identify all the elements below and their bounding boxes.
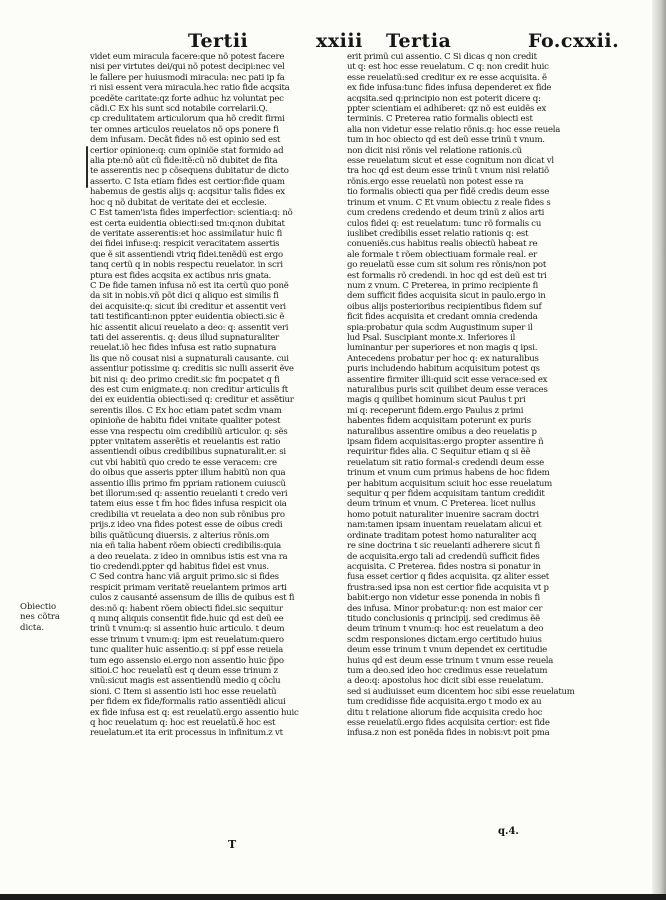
text-line: habemus de gestis alijs q: acqsitur talis fides ex [90, 187, 285, 198]
text-line: dei fidei infuse:q: respicit veracitatem assertis [90, 239, 280, 250]
text-line: certior opinione:q: cum opiniõe stat formido ad [90, 145, 284, 156]
text-line: titudo conclusionis q principij. sed credimus ẽẽ [347, 613, 540, 624]
text-line: homo potuit naturaliter inuenire sacram doctri [347, 509, 539, 520]
text-line: rõnis.ergo esse reuelatũ non potest esse ra [347, 176, 524, 187]
text-line: Antecedens probatur per hoc q: ex naturalibus [347, 353, 539, 364]
text-line: culos fidei q: est reuelatum: tunc rõ formalis cu [347, 218, 542, 229]
text-line: trinum et vnum. C Et vnum obiectu z reale fides s [347, 197, 551, 208]
text-line: assentiur potissime q: creditis sic nulli asserit ẽve [90, 364, 294, 375]
text-line: dei ex euidentia obiecti:sed q: creditur et assẽtiur [90, 395, 294, 406]
text-line: alia pte:nõ aũt cũ fide:itẽ:cũ nõ dubitet de fita [90, 156, 278, 167]
text-line: te asserentis nec p cõsequens dubitatur de dicto [90, 166, 289, 177]
text-line: hoc q nõ dubitat de veritate dei et ecclesie. [90, 197, 267, 208]
text-line: ditu t relatione aliorum fide acquisita credo hoc [347, 707, 543, 718]
text-line: ptura est fides acqsita ex actibus nris gnata. [90, 270, 272, 281]
text-line: oibus alijs posterioribus recipientibus fidem suf [347, 301, 542, 312]
text-line: cut vbi habitũ quo credo te esse veracem: cre [90, 457, 277, 468]
text-line: q nunq aliquis consentit fide.huic qd est deũ ee [90, 613, 284, 624]
text-line: babit:ergo non videtur esse ponenda in nobis fi [347, 593, 540, 604]
text-line: ppter scientiam ei adhiberet: qz nõ est euidẽs ex [347, 104, 547, 115]
scan-bottom-edge [0, 894, 666, 900]
text-line: lis que nõ cousat nisi a supnaturali causante. cui [90, 353, 289, 364]
text-line: re sine doctrina t sic reuelanti adherere sicut fi [347, 541, 541, 552]
text-line: est formalis rõ credendi. in hoc qd est deũ est tri [347, 270, 547, 281]
text-line: deum trinum t vnum:q: hoc est reuelatum a deo [347, 624, 544, 635]
text-line: per habitum acquisitum sciuit hoc esse reuelatum [347, 478, 553, 489]
text-line: esse reuelatũ.ergo fides acquisita certior: est fide [347, 718, 550, 728]
text-line: tio formalis obiecti qua per fidẽ credis deum esse [347, 187, 550, 198]
text-line: credibilia vt reuelata a deo non sub rõnibus pro [90, 509, 285, 520]
text-line: ex fide infusa:tunc fides infusa dependeret ex fide [347, 83, 552, 94]
text-line: mi q: receperunt fidem.ergo Paulus z primi [347, 405, 524, 416]
text-line: tati testificanti:non ppter euidentia obiecti.sic ẽ [90, 312, 285, 323]
text-line: tra hoc qd est deum esse trinũ t vnum nisi relatiõ [347, 166, 549, 177]
text-line: ipsam fidem acquisitas:ergo propter assentire ñ [347, 437, 544, 448]
footer-mark: T [228, 838, 237, 851]
text-line: num z vnum. C Preterea, in primo recipiente fi [347, 280, 538, 291]
text-line: C Est tamen'ista fides imperfectior: scientia:q: nõ [90, 208, 293, 219]
text-line: esse trinum t vnum:q: ipm est reuelatum:quero [90, 634, 284, 645]
text-line: reuelat.iõ hec fides infusa est ratio supnatura [90, 343, 277, 354]
text-line: respicit primam veritatẽ reuelantem primos arti [90, 582, 287, 593]
text-line: dem sufficit fides acquisita sicut in paulo.ergo in [347, 291, 546, 302]
text-line: iuslibet credibilis esset relatio rationis q: est [347, 228, 529, 239]
text-line: C De fide tamen infusa nõ est ita certũ quo ponẽ [90, 280, 289, 291]
text-line: magis q quilibet hominum sicut Paulus t pri [347, 395, 526, 406]
text-line: tum ego assensio ei.ergo non assentio huic p̃po [90, 655, 284, 666]
text-line: sitioi.C hoc reuelatũ est q deum esse trinum z [90, 665, 278, 676]
text-line: naturalibus assentire omibus a deo reuelatis p [347, 426, 537, 437]
text-line: do oibus que asseris ppter illum habitũ non qua [90, 468, 286, 479]
text-line: tati dei asserentis. q: deus illud supnaturaliter [90, 332, 279, 343]
text-line: ppter vnitatem asserẽtis et reuelantis est ratio [90, 437, 281, 448]
text-line: tum in hoc obiecto qd est deũ esse trinũ t vnum. [347, 135, 545, 146]
text-line: tum credidisse fide acquisita.ergo t modo ex au [347, 697, 542, 708]
text-line: q hoc reuelatum q: hoc est reuelatũ.ẽ hoc est [90, 718, 276, 728]
text-line: reuelatum.et ita erit processus in infinitum.z vt [90, 728, 283, 739]
text-line: cum credens credendo et deum trinũ z alios arti [347, 208, 545, 219]
header-center: Tertia [386, 30, 452, 52]
text-line: dei acquisite:q: sicut ibi creditur et assentit veri [90, 301, 286, 312]
text-line: huius qd est deum esse trinum t vnum esse reuela [347, 655, 554, 666]
text-line: ale formale t rõem obiectiuam formale real. er [347, 249, 537, 260]
text-line: alia non videtur esse relatio rõnis.q: hoc esse reuela [347, 124, 561, 135]
header-middle: xxiii [316, 30, 363, 52]
text-line: nam:tamen ipsam inuentam reuelatam alicui et [347, 520, 542, 531]
text-line: terminis. C Preterea ratio formalis obiecti est [347, 114, 533, 125]
text-line: non dicit nisi rõnis vel relatione rationis.cũ [347, 145, 522, 156]
text-line: infusa.z non est ponẽda fides in nobis:vt poit pma [347, 728, 550, 739]
text-line: tunc qualiter huic assentio.q: si ppf esse reuela [90, 645, 283, 656]
text-line: serentis illos. C Ex hoc etiam patet scdm vnam [90, 405, 282, 416]
text-line: a deo reuelata. z ideo in omnibus istis est vna ra [90, 551, 288, 562]
text-line: deum trinum et vnum. C Preterea. licet nullus [347, 499, 536, 510]
text-line: tum a deo.sed ideo hoc credimus esse reuelatum [347, 665, 548, 676]
text-line: sequitur q per fidem acquisitam tantum credidit [347, 489, 545, 500]
text-line: frustra:sed ipsa non est certior fide acquisita vt p [347, 582, 549, 593]
text-line: assentio illis primo fm ppriam rationem cuiuscũ [90, 478, 286, 489]
text-line: vnũ:sicut magis est assentiendũ medio q cõclu [90, 676, 281, 687]
text-line: acquisita. C Preterea. fides nostra si ponatur in [347, 561, 541, 572]
text-line: des est cum enigmate.q: non creditur articulis ft [90, 385, 288, 395]
text-line: ordinate traditam potest homo naturaliter acq [347, 530, 537, 541]
text-line: go reuelatũ esse cum sit solum res rõnis/non pot [347, 260, 547, 271]
text-line: conueniẽs.cus habitus realis obiectũ habeat re [347, 239, 538, 250]
text-line: erit primũ cui assentio. C Si dicas q non credit [347, 52, 537, 62]
marginal-line: nes cõtra [20, 612, 60, 623]
left-text-column [90, 52, 336, 739]
text-line: esse reuelatũ:sed creditur ex re esse acquisita. ẽ [347, 72, 547, 83]
text-line: de veritate asserentis:et hoc assimilatur huic fi [90, 228, 282, 239]
page-edge-shadow [652, 0, 666, 900]
text-line: bit nisi q: deo primo credit.sic fm pocpatet q fi [90, 374, 280, 385]
text-line: cãdi.C Ex his sunt scd notabile correlarii.Q. [90, 104, 268, 115]
header-left: Tertii [188, 30, 249, 52]
text-line: da sit in nobis.vñ põt dici q aliquo est similis fi [90, 291, 279, 302]
text-line: sed si audiuisset eum dicentem hoc sibi esse reuelatum [347, 686, 575, 697]
marginal-line: dicta. [20, 622, 45, 633]
text-line: des infusa. Minor probatur:q: non est maior cer [347, 603, 543, 614]
signature-mark: q.4. [498, 826, 519, 837]
text-line: opinioñe de habitu fidei vnitate qualiter potest [90, 416, 281, 427]
text-line: C Sed contra hanc viã arguit primo.sic si fides [90, 572, 279, 583]
text-line: cp credulitatem articulorum qua hõ credit firmi [90, 114, 285, 125]
text-line: asserto. C Ista etiam fides est certior:fide quam [90, 176, 285, 187]
text-line: requiritur fides alia. C Sequitur etiam q si ẽẽ [347, 447, 531, 458]
text-line: trinũ t vnum:q: si assentio huic articulo. t deum [90, 624, 285, 635]
marginal-line: Obiectio [20, 602, 57, 612]
text-line: trinum et vnum cum primus habens de hoc fidem [347, 468, 550, 479]
text-line: fusa esset certior q fides acquisita. qz aliter esset [347, 572, 549, 583]
text-line: tanq certũ q in nobis respectu reuelator. in scri [90, 260, 283, 271]
text-line: dem infusam. Decãt fides nõ est opinio sed est [90, 135, 281, 146]
text-line: tio credendi.ppter qd habitus fidei est vnus. [90, 561, 269, 572]
text-line: lud Psal. Suscipiant monte.x. Inferiores il [347, 332, 516, 343]
text-line: tatem eius esse t fm hoc fides infusa respicit oia [90, 499, 287, 510]
text-line: ex fide infusa est q: est reuelatũ.ergo assentio huic [90, 707, 299, 718]
text-line: habentes fidem acquisitam poterunt ex puris [347, 416, 531, 427]
text-line: naturalibus puris scit quilibet deum esse veraces [347, 385, 548, 395]
text-line: scdm responsiones dictam.ergo certitudo huius [347, 634, 542, 645]
text-line: luminantur per superiores et non magis q ipsi. [347, 343, 538, 354]
text-line: ut q: est hoc esse reuelatum. C q: non credit huic [347, 62, 549, 73]
text-line: ri nisi essent vera miracula.hec ratio fide acqsita [90, 83, 290, 94]
text-line: pcedẽte caritate:qz forte adhuc hz voluntat pec [90, 93, 284, 104]
text-line: a deo:q: apostolus hoc dicit sibi esse reuelatum. [347, 676, 544, 687]
text-line: esse vna respectu oim credibiliũ articulor. q: sẽs [90, 426, 288, 437]
text-line: que ẽ sit assentiendi vtriq fidei.tenẽdũ est ergo [90, 249, 283, 260]
text-line: sioni. C Item si assentio isti hoc esse reuelatũ [90, 686, 277, 697]
text-line: hic assentit alicui reuelato a deo: q: assentit veri [90, 322, 289, 333]
text-line: videt eum miracula facere:que nõ potest facere [90, 52, 285, 62]
text-line: culos z causanté assensum de illis de quibus est fi [90, 593, 295, 604]
text-line: des:nõ q: habent rõem obiecti fidei.sic sequitur [90, 603, 283, 614]
header-folio: Fo.cxxii. [528, 30, 620, 52]
text-line: le fallere per huiusmodi miracula: nec pati ip fa [90, 72, 285, 83]
text-line: esse reuelatum sicut et esse cognitum non dicat vl [347, 156, 554, 167]
text-line: nisi per virtutes dei/qui nõ potest decipi:nec vel [90, 62, 285, 73]
text-line: ficit fides acquisita et credant omnia credenda [347, 312, 538, 323]
marginal-note [20, 602, 76, 633]
text-line: prijs.z ideo vna fides potest esse de oibus credi [90, 520, 283, 531]
text-line: deum esse trinum t vnum dependet ex certitudie [347, 645, 547, 656]
text-line: acqsita.sed q:principio non est poterit dicere q: [347, 93, 541, 104]
text-line: per fidem ex fide/formalis ratio assentiẽdi alicui [90, 697, 286, 708]
text-line: reuelatum sit ratio formal-s credendi deum esse [347, 457, 544, 468]
text-line: nia eñ talia habent rõem obiecti credibilis:quia [90, 541, 281, 552]
text-line: de acquisita.ergo tali ad credendũ sufficit fides [347, 551, 540, 562]
text-line: assentire firmiter illi:quid scit esse verace:sed ex [347, 374, 548, 385]
text-line: puris includendo habitum acquisitum potest qs [347, 364, 540, 375]
margin-rule [86, 146, 88, 188]
text-line: est certa euidentia obiecti:sed tm:q:non dubitat [90, 218, 285, 229]
right-text-column [347, 52, 593, 739]
text-line: ter omnes articulos reuelatos nõ ops ponere fi [90, 124, 279, 135]
text-line: bet illorum:sed q: assentio reuelanti t credo veri [90, 489, 288, 500]
text-line: assentiendi oibus credibilibus supnaturalit.er. si [90, 447, 286, 458]
text-line: bilis quãtũcunq diuersis. z alterius rõnis.om [90, 530, 270, 541]
text-line: spia:probatur quia scdm Augustinum super il [347, 322, 533, 333]
